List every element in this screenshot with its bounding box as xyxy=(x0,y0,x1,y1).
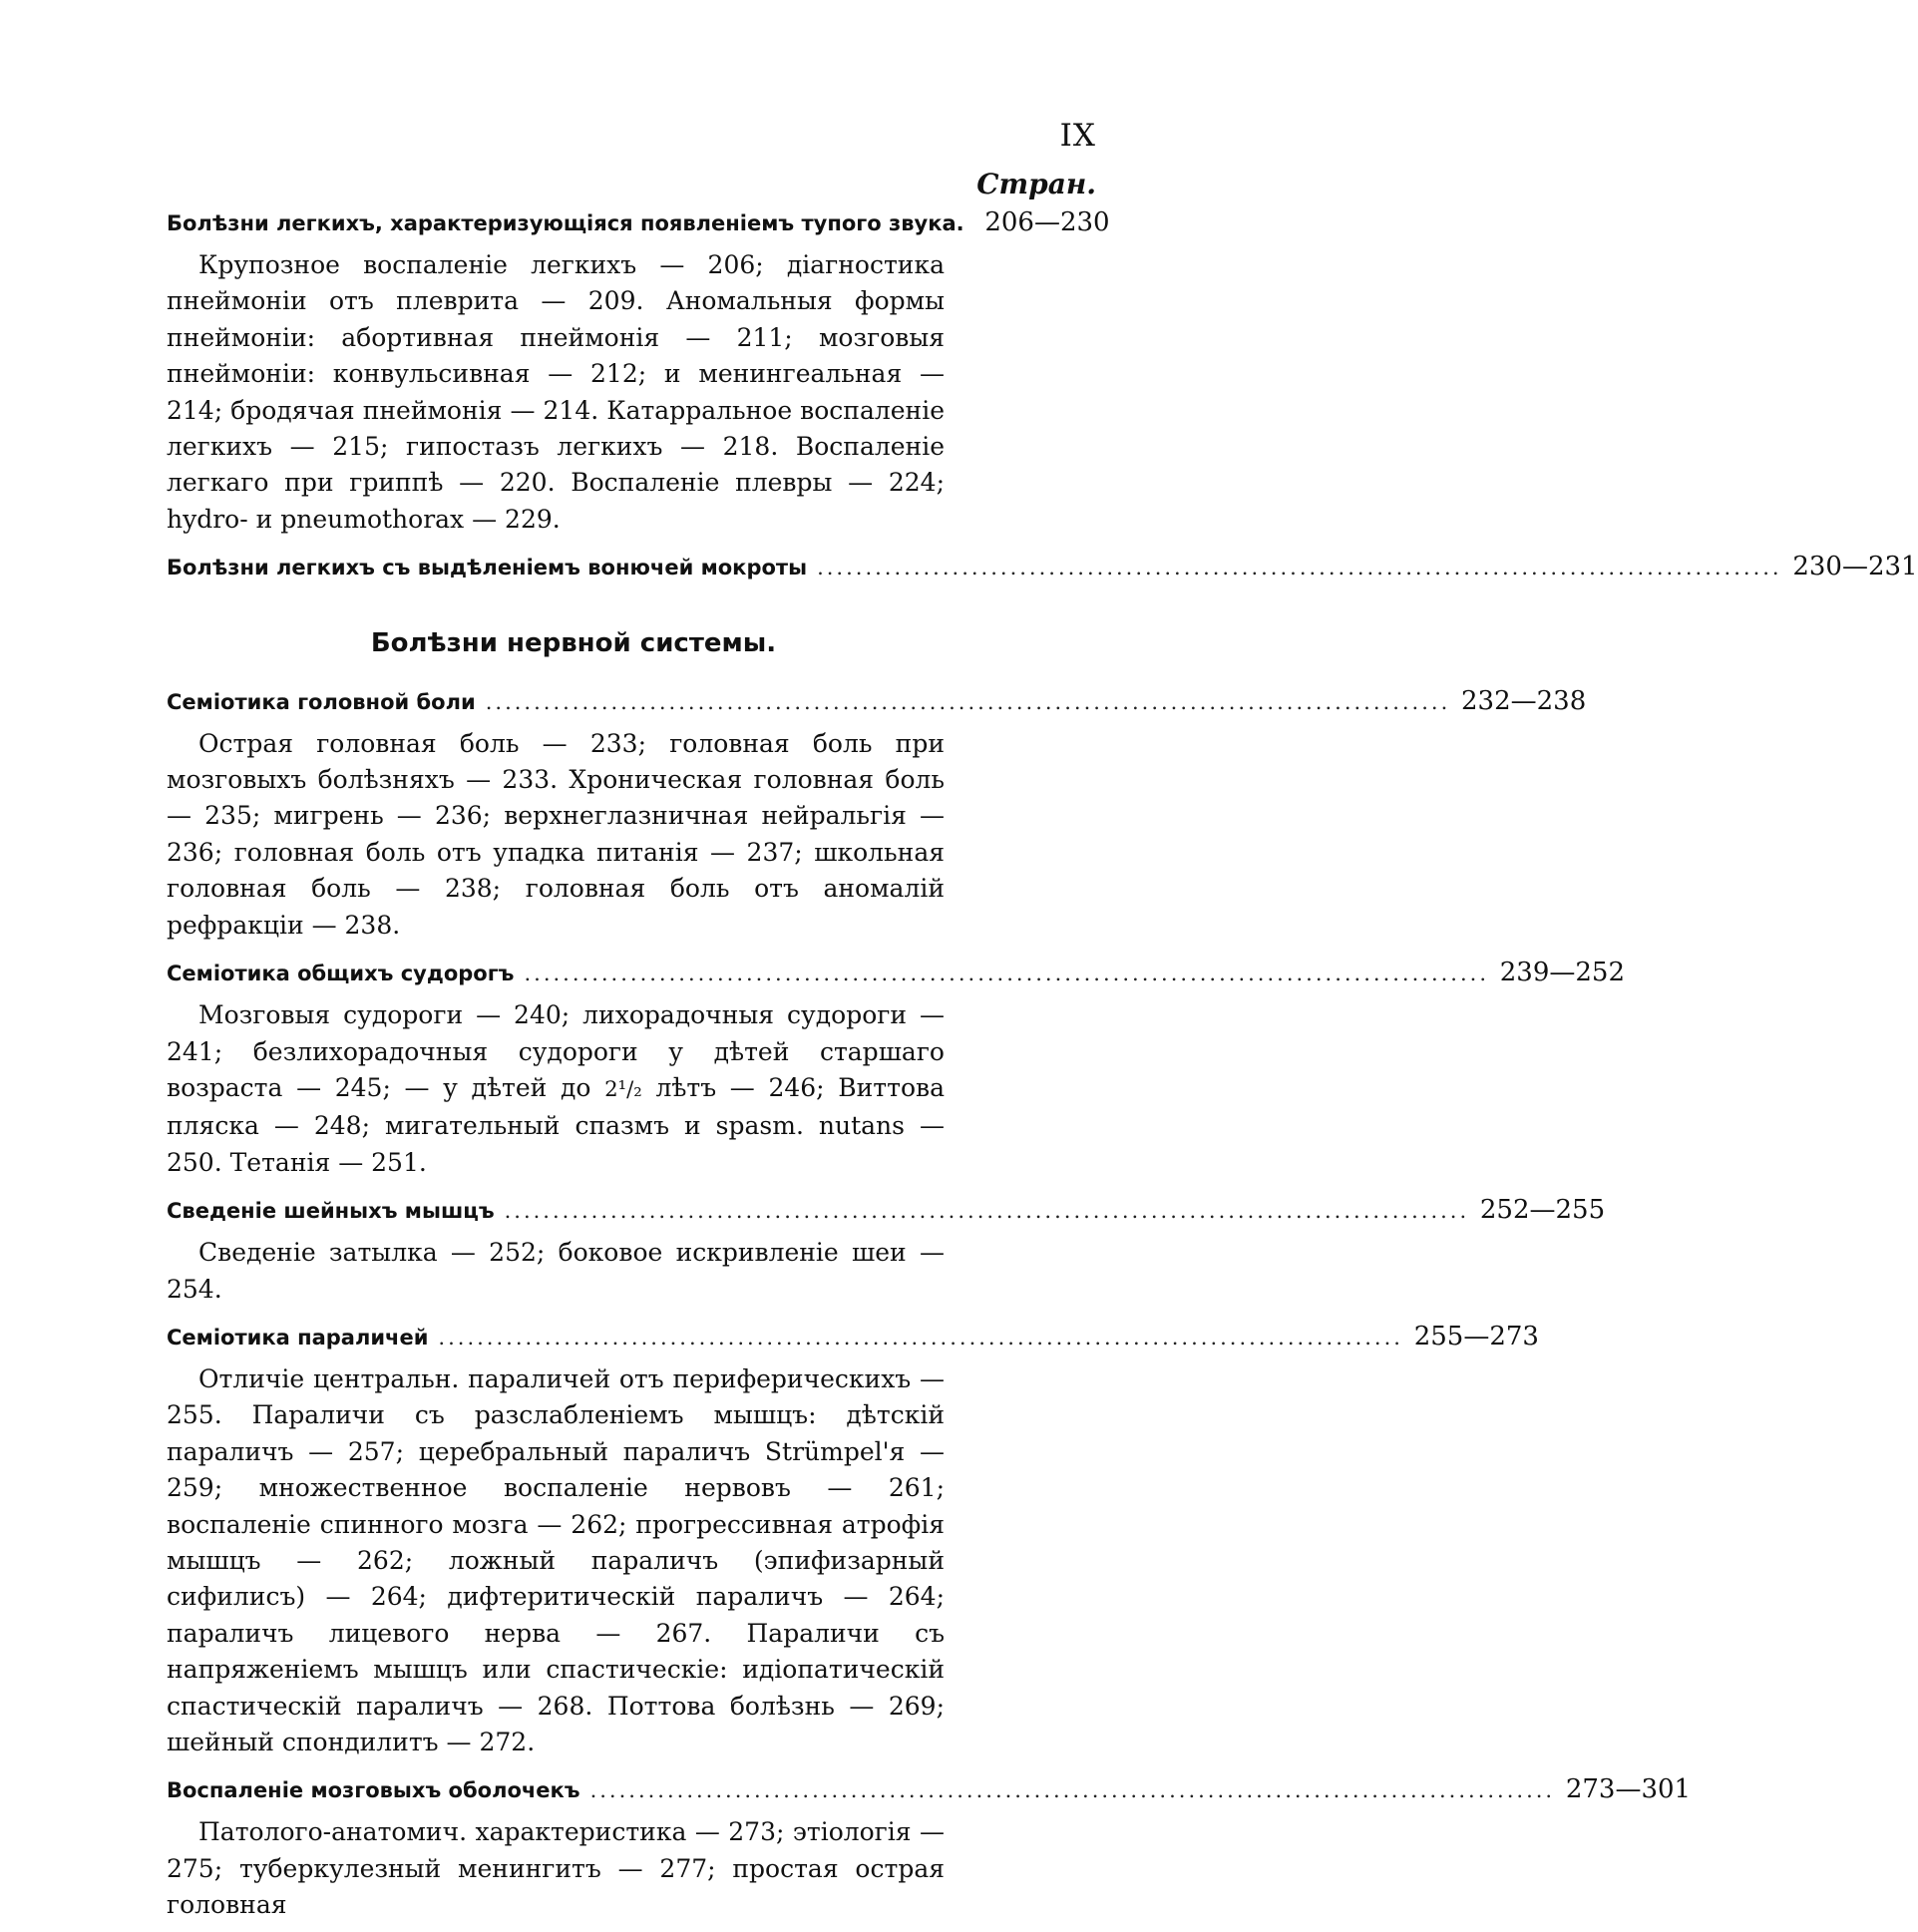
toc-entry-description-part: лѣтъ — 246; Виттова пляска — 248; мигательный спазмъ и spasm. nutans — 250. Тетанія — 251. xyxy=(167,1072,945,1177)
toc-entry-pages: 273—301 xyxy=(1565,1774,1692,1805)
toc-entry-headache xyxy=(167,680,1587,722)
toc-entry-title: Сведеніе шейныхъ мышцъ xyxy=(167,1199,495,1224)
toc-entry-neck-contracture xyxy=(167,1189,1606,1231)
toc-entry-description: Сведеніе затылка — 252; боковое искривленіе шеи — 254. xyxy=(167,1238,945,1304)
toc-entry-paralyses xyxy=(167,1316,1539,1357)
toc-entry-leader: .................................................................................................... xyxy=(817,556,1782,580)
toc-entry-title: Воспаленіе мозговыхъ оболочекъ xyxy=(167,1778,580,1803)
toc-entry-leader: .................................................................................................... xyxy=(438,1325,1403,1350)
table-of-contents xyxy=(167,201,1918,1932)
toc-entry-leader: .................................................................................................... xyxy=(504,1199,1470,1224)
toc-entry-pages: 230—231 xyxy=(1792,552,1918,582)
toc-entry-description: Отличіе центральн. параличей отъ периферическихъ — 255. Параличи съ разслабленіемъ мышцъ: дѣтскій параличъ — 257; церебральный параличъ Strümpel'я — 259; множественное воспаленіе нервовъ — 261; воспаленіе спинного мозга — 262; прогрессивная атрофія мышцъ — 262; ложный параличъ (эпифизарный сифилисъ) — 264; дифтеритическій параличъ — 264; параличъ лицевого нерва — 267. Параличи съ напряженіемъ мышцъ или спастическіе: идіопатическій спастическій параличъ — 268. Поттова болѣзнь — 269; шейный спондилитъ — 272. xyxy=(167,1363,945,1756)
page-number: IX xyxy=(1059,118,1096,154)
toc-entry-description: Крупозное воспаленіе легкихъ — 206; діагностика пнеймоніи отъ плеврита — 209. Аномальныя формы пнеймоніи: абортивная пнеймонія — 211; мозговыя пнеймоніи: конвульсивная — 212; и менингеальная — 214; бродячая пнеймонія — 214. Катарральное воспаленіе легкихъ — 215; гипостазъ легкихъ — 218. Воспаленіе легкаго при гриппѣ — 220. Воспаленіе плевры — 224; hydro- и pneumothorax — 229. xyxy=(167,250,945,534)
toc-entry-leader: .................................................................................................... xyxy=(524,962,1489,986)
toc-entry-pages: 206—230 xyxy=(984,207,1110,237)
pages-column-label: Стран. xyxy=(976,168,1096,200)
toc-entry-pages: 239—252 xyxy=(1499,958,1625,988)
toc-entry-title: Семіотика общихъ судорогъ xyxy=(167,962,515,986)
toc-entry-meningitis xyxy=(167,1768,1692,1810)
age-fraction: 2¹/₂ xyxy=(604,1076,642,1102)
section-heading-nervous-system: Болѣзни нервной системы. xyxy=(370,628,777,659)
toc-entry-pages: 255—273 xyxy=(1413,1321,1539,1352)
toc-entry-pages: 232—238 xyxy=(1460,685,1587,716)
toc-entry-title: Семіотика параличей xyxy=(167,1325,429,1350)
toc-entry-pages: 252—255 xyxy=(1479,1195,1606,1226)
toc-entry-leader: .................................................................................................... xyxy=(589,1778,1556,1803)
toc-entry-title: Семіотика головной боли xyxy=(167,689,476,714)
toc-entry-description xyxy=(167,997,945,1181)
toc-entry-lung-diseases-dull-sound xyxy=(167,201,1110,243)
toc-entry-description: Острая головная боль — 233; головная боль при мозговыхъ болѣзняхъ — 233. Хроническая головная боль — 235; мигрень — 236; верхнеглазничная нейральгія — 236; головная боль отъ упадка питанія — 237; школьная головная боль — 238; головная боль отъ аномалій рефракціи — 238. xyxy=(167,728,945,940)
toc-entry-convulsions xyxy=(167,952,1625,993)
toc-entry-lung-diseases-fetid-sputum xyxy=(167,546,1918,587)
toc-entry-title: Болѣзни легкихъ, характеризующіяся появленіемъ тупого звука. xyxy=(167,211,964,235)
toc-entry-description-part: Мозговыя судороги — 240; лихорадочныя судороги — 241; безлихорадочныя судороги у дѣтей старшаго возраста — 245; — у дѣтей до xyxy=(167,1000,945,1102)
toc-entry-title: Болѣзни легкихъ съ выдѣленіемъ вонючей мокроты xyxy=(167,556,808,580)
toc-entry-description: Патолого-анатомич. характеристика — 273; этіологія — 275; туберкулезный менингитъ — 277; простая острая головная xyxy=(167,1817,945,1920)
toc-entry-leader: .................................................................................................... xyxy=(485,689,1451,714)
